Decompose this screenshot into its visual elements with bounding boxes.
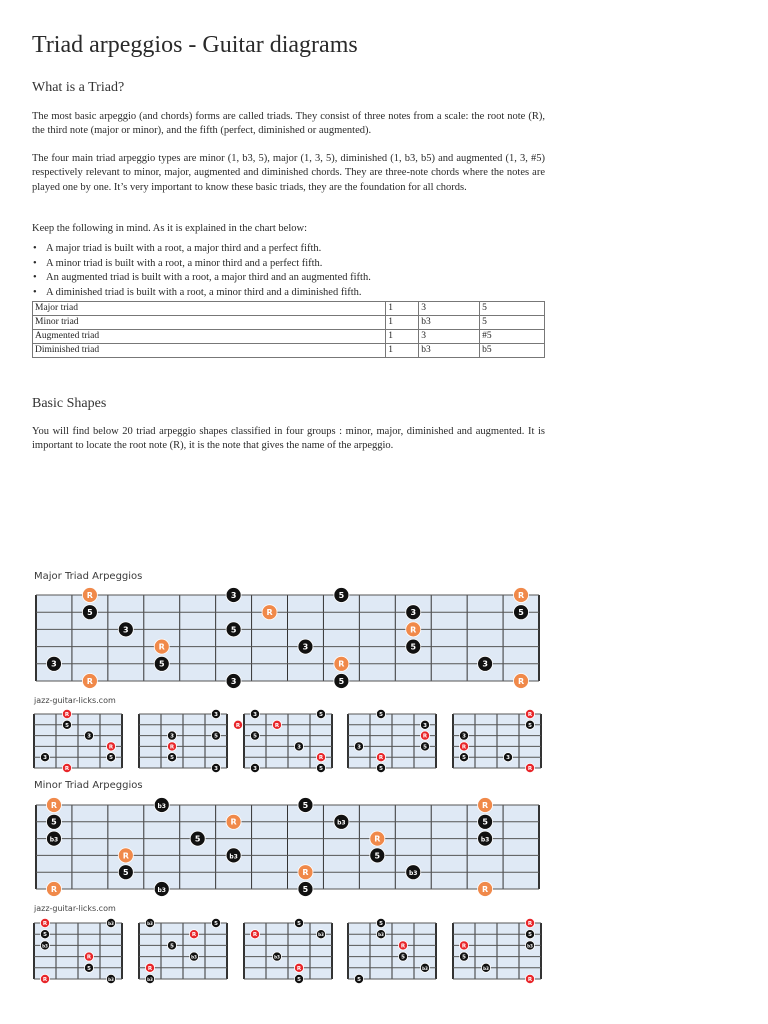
- note-dot: [211, 709, 220, 718]
- note-label: R: [302, 868, 309, 878]
- table-cell: 1: [386, 302, 419, 316]
- bullet-list: [32, 242, 545, 300]
- note-label: 3: [213, 765, 218, 772]
- note-dot: [106, 974, 115, 983]
- note-label: R: [147, 965, 152, 972]
- note-dot: [118, 622, 133, 637]
- note-label: 3: [462, 733, 466, 740]
- major-shapes-row: [30, 706, 545, 776]
- root-note: [82, 588, 97, 603]
- note-label: 5: [410, 642, 417, 652]
- root-note: [478, 882, 493, 897]
- note-label: R: [122, 851, 129, 861]
- note-label: R: [318, 755, 323, 762]
- note-label: 5: [374, 851, 381, 861]
- note-label: 3: [230, 676, 237, 686]
- note-dot: [525, 930, 534, 939]
- table-cell: b3: [419, 344, 480, 358]
- note-label: R: [410, 625, 417, 635]
- note-label: b3: [229, 853, 238, 861]
- note-label: b3: [527, 943, 533, 949]
- note-dot: [226, 588, 241, 603]
- note-label: 5: [302, 884, 309, 894]
- note-label: b3: [49, 836, 59, 844]
- note-label: 3: [302, 642, 309, 652]
- table-cell: Minor triad: [33, 316, 386, 330]
- note-label: 3: [410, 608, 417, 618]
- root-note: [62, 709, 71, 718]
- table-cell: b5: [480, 344, 545, 358]
- root-note: [46, 882, 61, 897]
- note-label: b3: [483, 965, 489, 971]
- table-row: [33, 330, 545, 344]
- note-dot: [84, 963, 93, 972]
- root-note: [272, 720, 281, 729]
- note-dot: [355, 742, 364, 751]
- note-dot: [377, 763, 386, 772]
- table-row: [33, 344, 545, 358]
- minor-fretboard: [30, 795, 545, 900]
- note-label: 5: [338, 590, 345, 600]
- note-dot: [154, 882, 169, 897]
- table-cell: 1: [386, 330, 419, 344]
- note-label: b3: [157, 802, 166, 810]
- note-label: R: [517, 590, 525, 600]
- note-label: R: [108, 744, 114, 751]
- note-label: R: [86, 590, 93, 600]
- major-shape-diagram: [30, 706, 126, 776]
- root-note: [145, 963, 154, 972]
- note-label: 5: [482, 817, 488, 827]
- note-dot: [167, 941, 176, 950]
- note-dot: [226, 622, 241, 637]
- note-label: b3: [273, 954, 280, 960]
- note-dot: [421, 720, 430, 729]
- note-label: b3: [409, 870, 418, 878]
- note-label: 5: [158, 659, 165, 669]
- note-dot: [421, 742, 430, 751]
- note-label: 5: [401, 954, 406, 961]
- note-dot: [167, 731, 176, 740]
- note-label: R: [461, 943, 467, 950]
- root-note: [62, 763, 71, 772]
- root-note: [478, 798, 493, 813]
- note-label: R: [42, 920, 48, 927]
- note-label: 5: [528, 932, 532, 939]
- note-label: R: [191, 932, 196, 939]
- root-note: [334, 656, 349, 671]
- note-dot: [377, 709, 386, 718]
- note-label: 5: [296, 976, 301, 983]
- note-label: 5: [318, 765, 323, 772]
- note-dot: [355, 974, 364, 983]
- note-label: b3: [108, 976, 114, 982]
- note-label: 5: [109, 755, 113, 762]
- note-dot: [106, 753, 115, 762]
- note-label: 5: [462, 954, 466, 961]
- table-cell: 3: [419, 330, 480, 344]
- note-label: b3: [108, 920, 114, 926]
- note-dot: [226, 674, 241, 689]
- note-label: b3: [480, 836, 490, 844]
- note-dot: [377, 918, 386, 927]
- root-note: [459, 941, 468, 950]
- note-label: 5: [213, 920, 218, 927]
- root-note: [525, 974, 534, 983]
- root-note: [421, 731, 430, 740]
- note-label: R: [527, 711, 533, 718]
- note-label: b3: [157, 886, 166, 894]
- paragraph-keep-in-mind: Keep the following in mind. As it is explained in the chart below:: [32, 223, 307, 234]
- note-dot: [190, 831, 205, 846]
- note-label: 5: [230, 625, 237, 635]
- note-label: 3: [423, 722, 428, 729]
- note-dot: [226, 848, 241, 863]
- note-label: 5: [338, 676, 345, 686]
- root-note: [226, 814, 241, 829]
- note-label: 3: [357, 744, 362, 751]
- note-label: R: [374, 834, 381, 844]
- table-cell: 5: [480, 302, 545, 316]
- note-label: R: [482, 884, 489, 894]
- root-note: [399, 941, 408, 950]
- note-dot: [334, 588, 349, 603]
- note-label: R: [527, 920, 533, 927]
- root-note: [377, 753, 386, 762]
- note-label: 3: [252, 711, 257, 718]
- note-dot: [478, 814, 493, 829]
- note-label: 5: [302, 800, 309, 810]
- root-note: [370, 831, 385, 846]
- root-note: [84, 952, 93, 961]
- list-item: • A diminished triad is built with a root, a minor third and a diminished fifth.: [32, 286, 545, 301]
- minor-shape-diagram: [135, 915, 231, 987]
- minor-chart-title: Minor Triad Arpeggios: [34, 780, 143, 791]
- note-dot: [82, 605, 97, 620]
- note-dot: [459, 753, 468, 762]
- note-label: 5: [51, 817, 57, 827]
- note-label: b3: [42, 943, 48, 949]
- note-dot: [399, 952, 408, 961]
- major-chart-title: Major Triad Arpeggios: [34, 571, 143, 582]
- note-dot: [334, 674, 349, 689]
- note-label: R: [274, 722, 279, 729]
- note-label: R: [517, 676, 525, 686]
- note-label: b3: [422, 965, 429, 971]
- note-dot: [406, 865, 421, 880]
- note-label: 5: [123, 868, 129, 878]
- root-note: [525, 763, 534, 772]
- note-dot: [106, 918, 115, 927]
- note-label: 5: [379, 765, 384, 772]
- note-label: 5: [213, 733, 218, 740]
- note-label: b3: [146, 920, 153, 926]
- root-note: [167, 742, 176, 751]
- note-label: R: [252, 932, 257, 939]
- paragraph-types: The four main triad arpeggio types are minor (1, b3, 5), major (1, 3, 5), diminished (1, b3, b5) and augmented (1, 3, #5) respectively relevant to minor, major, augmented and diminished chords. They are three-note chords where the notes are played one by one. It’s very important to know these basic triads, they are the foundation for all chords.: [32, 153, 545, 193]
- note-dot: [406, 639, 421, 654]
- table-cell: 5: [480, 316, 545, 330]
- note-label: b3: [317, 932, 324, 938]
- note-dot: [211, 731, 220, 740]
- note-dot: [154, 656, 169, 671]
- note-label: 5: [423, 744, 428, 751]
- section-heading-shapes: Basic Shapes: [32, 396, 107, 411]
- note-label: 5: [169, 943, 174, 950]
- note-label: R: [86, 954, 92, 961]
- table-cell: b3: [419, 316, 480, 330]
- table-cell: 1: [386, 316, 419, 330]
- root-note: [298, 865, 313, 880]
- root-note: [40, 918, 49, 927]
- note-dot: [46, 831, 61, 846]
- minor-shape-diagram: [449, 915, 545, 987]
- note-dot: [40, 941, 49, 950]
- table-cell: 3: [419, 302, 480, 316]
- note-label: 5: [87, 965, 91, 972]
- note-label: 3: [296, 744, 301, 751]
- note-dot: [211, 763, 220, 772]
- minor-watermark: jazz-guitar-licks.com: [34, 904, 116, 913]
- major-shape-diagram: [449, 706, 545, 776]
- root-note: [525, 918, 534, 927]
- note-dot: [459, 952, 468, 961]
- note-dot: [481, 963, 490, 972]
- note-dot: [514, 605, 529, 620]
- note-label: b3: [146, 976, 153, 982]
- section-heading-triad: What is a Triad?: [32, 80, 125, 95]
- note-label: R: [296, 965, 301, 972]
- note-label: 3: [43, 755, 47, 762]
- note-label: 5: [318, 711, 323, 718]
- note-label: R: [50, 884, 58, 894]
- note-dot: [250, 763, 259, 772]
- list-item: • An augmented triad is built with a root, a major third and an augmented fifth.: [32, 271, 545, 286]
- list-item: • A major triad is built with a root, a major third and a perfect fifth.: [32, 242, 545, 257]
- note-label: R: [230, 817, 237, 827]
- note-dot: [62, 720, 71, 729]
- note-dot: [406, 605, 421, 620]
- root-note: [189, 930, 198, 939]
- note-dot: [316, 763, 325, 772]
- root-note: [514, 588, 529, 603]
- note-dot: [167, 753, 176, 762]
- note-dot: [294, 742, 303, 751]
- note-label: 3: [213, 711, 218, 718]
- triad-table: [32, 301, 545, 358]
- major-shape-diagram: [135, 706, 240, 776]
- table-row: [33, 302, 545, 316]
- note-label: 5: [462, 755, 466, 762]
- table-cell: Diminished triad: [33, 344, 386, 358]
- note-dot: [525, 941, 534, 950]
- note-label: R: [86, 676, 93, 686]
- root-note: [118, 848, 133, 863]
- note-label: 3: [252, 765, 257, 772]
- note-dot: [334, 814, 349, 829]
- root-note: [525, 709, 534, 718]
- note-label: 3: [506, 755, 510, 762]
- note-label: R: [169, 744, 174, 751]
- note-label: R: [401, 943, 406, 950]
- table-cell: #5: [480, 330, 545, 344]
- note-label: b3: [337, 819, 346, 827]
- note-label: R: [64, 711, 70, 718]
- major-shape-diagram: [344, 706, 440, 776]
- note-label: R: [461, 744, 467, 751]
- note-dot: [40, 930, 49, 939]
- note-label: R: [266, 608, 273, 618]
- note-label: R: [50, 800, 58, 810]
- note-label: b3: [190, 954, 197, 960]
- note-dot: [145, 974, 154, 983]
- minor-shape-diagram: [30, 915, 126, 987]
- note-dot: [46, 656, 61, 671]
- paragraph-shapes: You will find below 20 triad arpeggio shapes classified in four groups : minor, major, diminished and augmented. It is important to locate the root note (R), it is the note that gives the name of the arpeggio.: [32, 426, 545, 452]
- note-label: 5: [194, 834, 201, 844]
- note-dot: [503, 753, 512, 762]
- note-dot: [272, 952, 281, 961]
- note-dot: [478, 831, 493, 846]
- note-label: b3: [378, 932, 385, 938]
- note-dot: [250, 731, 259, 740]
- root-note: [46, 798, 61, 813]
- note-label: R: [42, 976, 48, 983]
- note-label: R: [338, 659, 345, 669]
- root-note: [40, 974, 49, 983]
- list-item: • A minor triad is built with a root, a minor third and a perfect fifth.: [32, 257, 545, 272]
- root-note: [262, 605, 277, 620]
- note-dot: [211, 918, 220, 927]
- table-cell: Major triad: [33, 302, 386, 316]
- page-title: Triad arpeggios - Guitar diagrams: [32, 32, 358, 58]
- note-label: 5: [65, 722, 69, 729]
- root-note: [82, 674, 97, 689]
- root-note: [154, 639, 169, 654]
- root-note: [250, 930, 259, 939]
- root-note: [459, 742, 468, 751]
- note-dot: [250, 709, 259, 718]
- root-note: [294, 963, 303, 972]
- minor-shape-diagram: [344, 915, 440, 987]
- note-label: 5: [379, 711, 384, 718]
- note-label: 3: [123, 625, 129, 635]
- paragraph-intro: The most basic arpeggio (and chords) forms are called triads. They consist of three notes from a scale: the root note (R), the third note (major or minor), and the fifth (perfect, diminished or augmented).: [32, 111, 545, 137]
- note-dot: [118, 865, 133, 880]
- note-label: R: [423, 733, 428, 740]
- note-dot: [189, 952, 198, 961]
- major-shape-diagram: [240, 706, 336, 776]
- note-label: R: [379, 755, 384, 762]
- major-fretboard: [30, 584, 545, 692]
- note-dot: [370, 848, 385, 863]
- note-label: R: [482, 800, 489, 810]
- root-note: [106, 742, 115, 751]
- note-dot: [46, 814, 61, 829]
- note-dot: [298, 798, 313, 813]
- root-note: [406, 622, 421, 637]
- note-label: R: [527, 765, 533, 772]
- note-dot: [145, 918, 154, 927]
- note-label: 5: [518, 608, 524, 618]
- note-label: 3: [169, 733, 174, 740]
- note-dot: [84, 731, 93, 740]
- minor-shape-diagram: [240, 915, 336, 987]
- note-dot: [316, 930, 325, 939]
- note-label: 5: [87, 608, 93, 618]
- note-label: 5: [169, 755, 174, 762]
- note-label: 5: [252, 733, 257, 740]
- root-note: [316, 753, 325, 762]
- note-dot: [40, 753, 49, 762]
- note-dot: [459, 731, 468, 740]
- note-label: 3: [482, 659, 488, 669]
- note-label: 5: [379, 920, 384, 927]
- note-label: 5: [296, 920, 301, 927]
- note-label: 3: [87, 733, 91, 740]
- minor-shapes-row: [30, 915, 545, 987]
- note-dot: [298, 882, 313, 897]
- note-dot: [478, 656, 493, 671]
- note-dot: [294, 974, 303, 983]
- note-dot: [154, 798, 169, 813]
- table-row: [33, 316, 545, 330]
- note-label: 3: [230, 590, 237, 600]
- note-dot: [421, 963, 430, 972]
- note-label: 5: [43, 932, 47, 939]
- note-label: 5: [528, 722, 532, 729]
- note-dot: [294, 918, 303, 927]
- note-label: R: [64, 765, 70, 772]
- note-label: 5: [357, 976, 362, 983]
- table-cell: 1: [386, 344, 419, 358]
- root-note: [514, 674, 529, 689]
- note-label: R: [158, 642, 165, 652]
- note-dot: [377, 930, 386, 939]
- major-watermark: jazz-guitar-licks.com: [34, 696, 116, 705]
- note-dot: [525, 720, 534, 729]
- note-label: R: [527, 976, 533, 983]
- table-cell: Augmented triad: [33, 330, 386, 344]
- note-label: 3: [51, 659, 57, 669]
- note-label: R: [235, 722, 240, 729]
- note-dot: [298, 639, 313, 654]
- note-dot: [316, 709, 325, 718]
